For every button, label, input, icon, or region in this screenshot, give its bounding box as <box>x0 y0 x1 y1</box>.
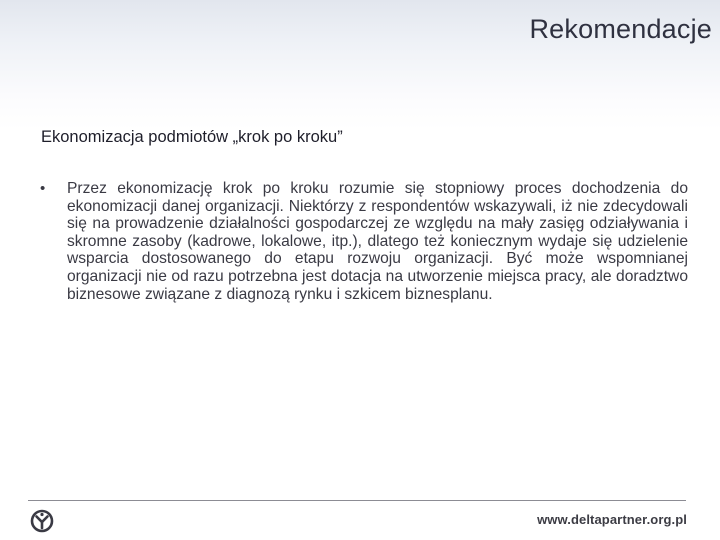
slide-subtitle: Ekonomizacja podmiotów „krok po kroku” <box>41 128 343 146</box>
slide-title: Rekomendacje <box>529 14 712 44</box>
footer-divider <box>28 500 686 501</box>
bullet-dot: • <box>40 180 46 197</box>
delta-partner-logo-icon <box>30 509 54 533</box>
footer-url[interactable]: www.deltapartner.org.pl <box>537 512 687 527</box>
bullet-item <box>40 180 688 303</box>
bullet-text: Przez ekonomizację krok po kroku rozumie się stopniowy proces dochodzenia do ekonomizacji danej organizacji. Niektórzy z respondentów wskazywali, iż nie zdecydowali się na prowadzenie działalności gospodarczej ze względu na mały zasięg odziaływania i skromne zasoby (kadrowe, lokalowe, itp.), dlatego też koniecznym wydaje się udzielenie wsparcia dostosowanego do etapu rozwoju organizacji. Być może wspomnianej organizacji nie od razu potrzebna jest dotacja na utworzenie miejsca pracy, ale doradztwo biznesowe związane z diagnozą rynku i szkicem biznesplanu. <box>67 180 688 303</box>
bullet-list <box>40 180 688 303</box>
